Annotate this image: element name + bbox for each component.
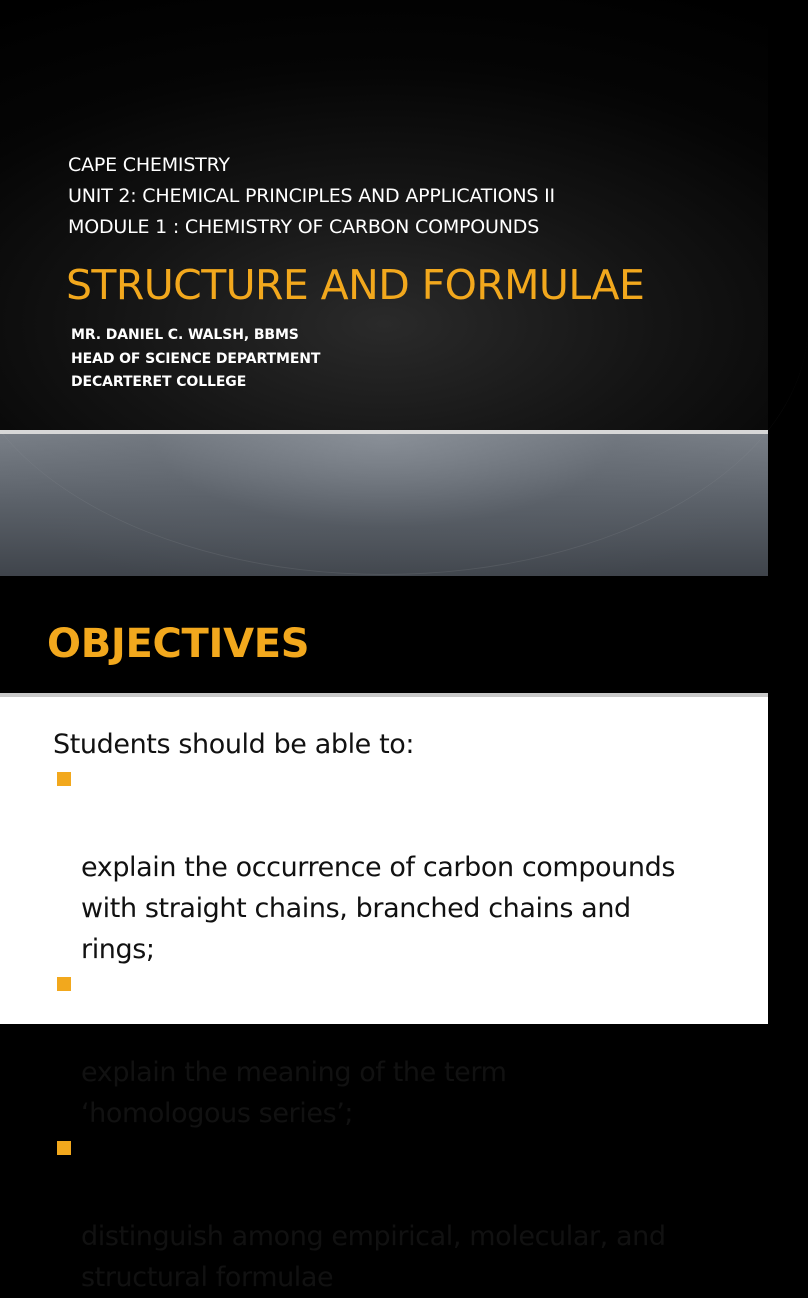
author-institution: DECARTERET COLLEGE — [71, 374, 247, 390]
subtitle-line-module: MODULE 1 : CHEMISTRY OF CARBON COMPOUNDS — [68, 216, 540, 238]
objective-text: distinguish among empirical, molecular, and structural formulae — [81, 1221, 666, 1293]
subtitle-line-unit: UNIT 2: CHEMICAL PRINCIPLES AND APPLICATIONS II — [68, 185, 555, 207]
objectives-content — [0, 697, 768, 1293]
subtitle-line-course: CAPE CHEMISTRY — [68, 154, 230, 176]
objectives-list — [53, 765, 753, 1298]
square-bullet-icon — [57, 1141, 71, 1155]
band-arc-decoration — [0, 74, 808, 575]
slide-transition-band — [0, 434, 768, 576]
objectives-intro: Students should be able to: — [53, 729, 415, 760]
objective-item — [53, 970, 753, 1134]
author-name: MR. DANIEL C. WALSH, BBMS — [71, 327, 299, 343]
author-role: HEAD OF SCIENCE DEPARTMENT — [71, 350, 321, 367]
square-bullet-icon — [57, 772, 71, 786]
objective-item — [53, 765, 753, 970]
objective-text: explain the occurrence of carbon compounds with straight chains, branched chains and rings; — [81, 852, 676, 965]
objective-text: explain the meaning of the term ‘homologous series’; — [81, 1057, 507, 1129]
objectives-title: OBJECTIVES — [47, 621, 310, 667]
objective-item — [53, 1134, 753, 1298]
slide-title: STRUCTURE AND FORMULAE — [66, 261, 645, 309]
square-bullet-icon — [57, 977, 71, 991]
